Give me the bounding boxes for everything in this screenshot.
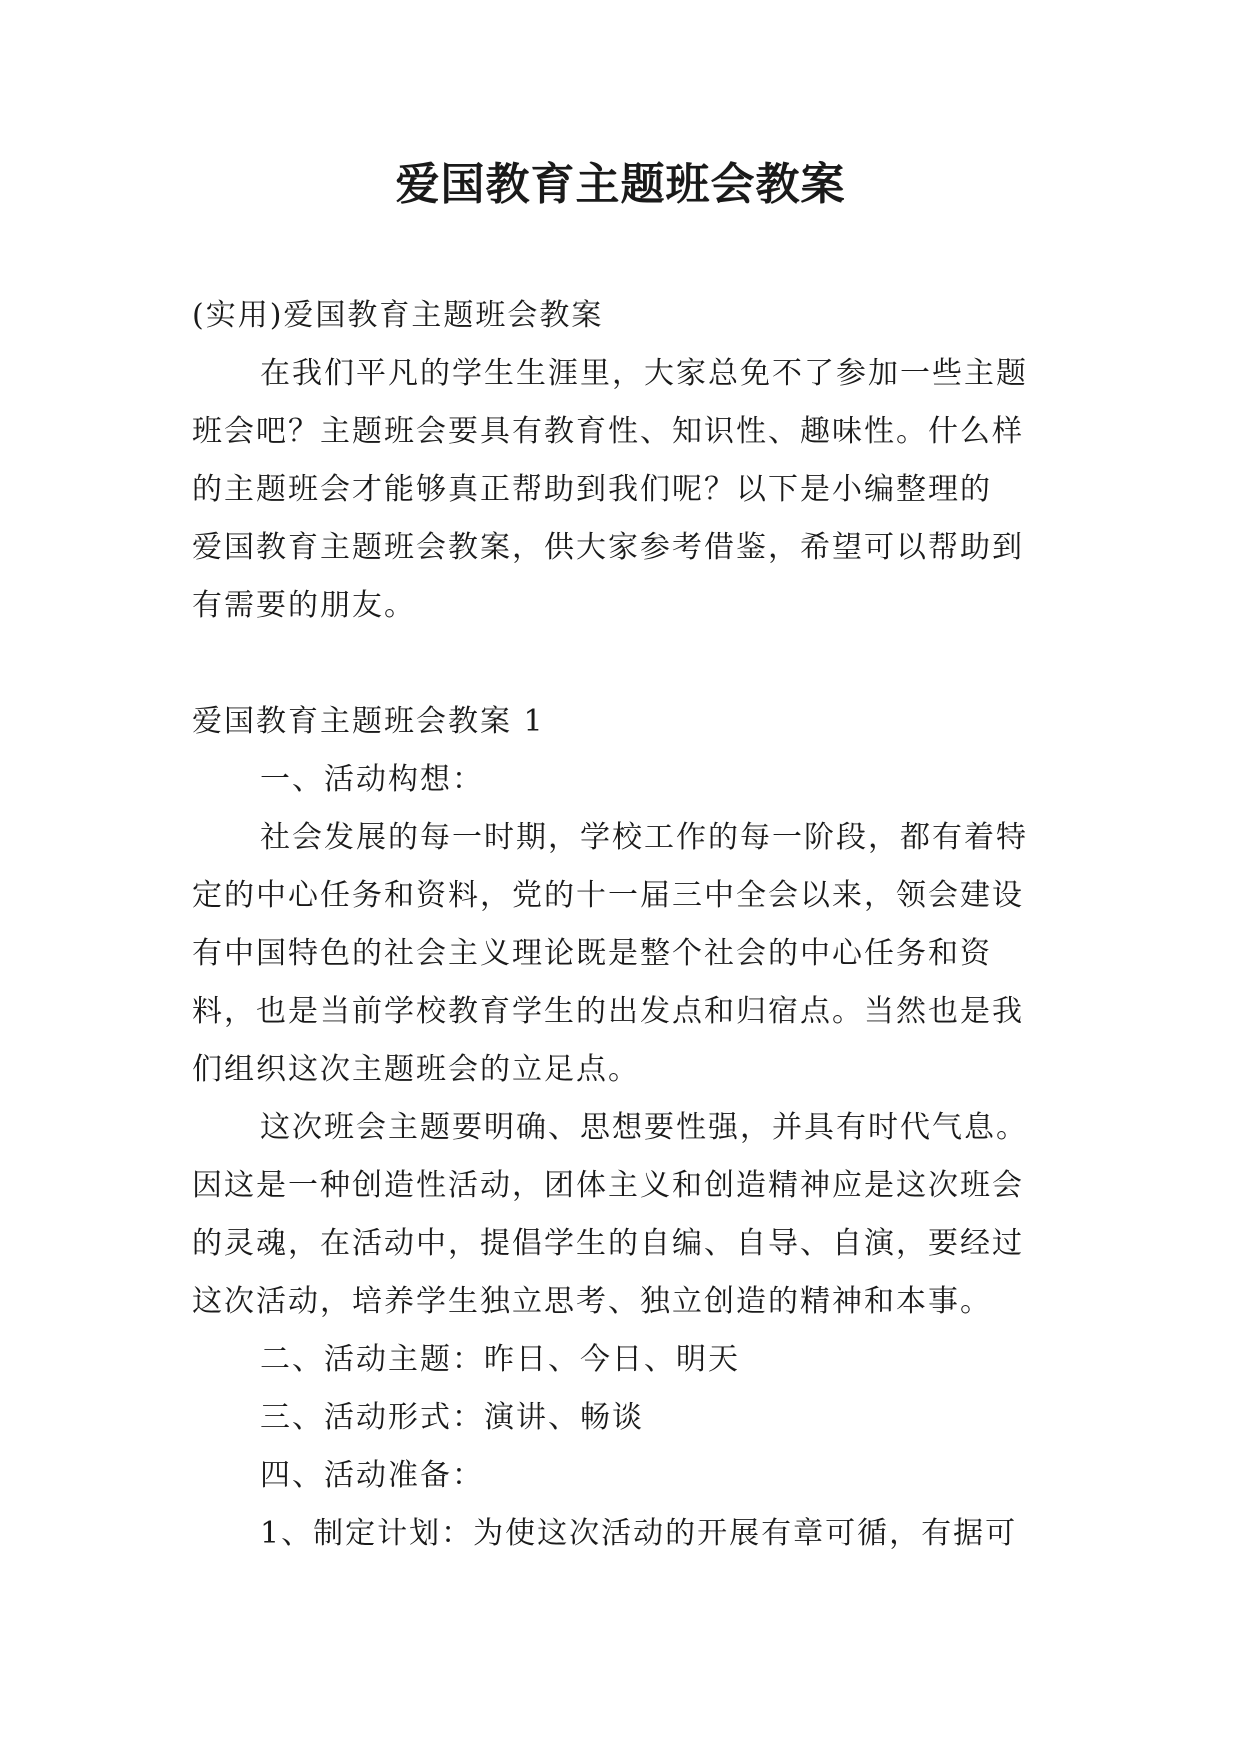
item-heading-4: 四、活动准备： [260,1458,484,1493]
paragraph-line: 因这是一种创造性活动，团体主义和创造精神应是这次班会 [192,1168,1024,1203]
paragraph-line: 料，也是当前学校教育学生的出发点和归宿点。当然也是我 [192,994,1024,1029]
paragraph-line: 的灵魂，在活动中，提倡学生的自编、自导、自演，要经过 [192,1226,1024,1261]
intro-line: 班会吧？主题班会要具有教育性、知识性、趣味性。什么样 [192,414,1024,449]
paragraph-line: 社会发展的每一时期，学校工作的每一阶段，都有着特 [260,820,1028,855]
intro-line: 在我们平凡的学生生涯里，大家总免不了参加一些主题 [260,356,1028,391]
section-heading: 爱国教育主题班会教案 1 [192,704,545,739]
document-title: 爱国教育主题班会教案 [395,159,846,210]
item-heading-3: 三、活动形式：演讲、畅谈 [260,1400,644,1435]
item-heading-2: 二、活动主题：昨日、今日、明天 [260,1342,740,1377]
item-heading-1: 一、活动构想： [260,762,484,797]
item-4-1: 1、制定计划：为使这次活动的开展有章可循，有据可 [260,1516,1018,1551]
intro-line: 有需要的朋友。 [192,588,416,623]
paragraph-gap [192,635,1054,693]
paragraph-line: 们组织这次主题班会的立足点。 [192,1052,640,1087]
document-body [192,287,1054,1563]
paragraph-line: 定的中心任务和资料，党的十一届三中全会以来，领会建设 [192,878,1024,913]
document-subtitle: (实用)爱国教育主题班会教案 [192,298,604,333]
paragraph-line: 这次班会主题要明确、思想要性强，并具有时代气息。 [260,1110,1028,1145]
paragraph-line: 有中国特色的社会主义理论既是整个社会的中心任务和资 [192,936,992,971]
paragraph-line: 这次活动，培养学生独立思考、独立创造的精神和本事。 [192,1284,992,1319]
intro-line: 的主题班会才能够真正帮助到我们呢？以下是小编整理的 [192,472,992,507]
intro-line: 爱国教育主题班会教案，供大家参考借鉴，希望可以帮助到 [192,530,1024,565]
